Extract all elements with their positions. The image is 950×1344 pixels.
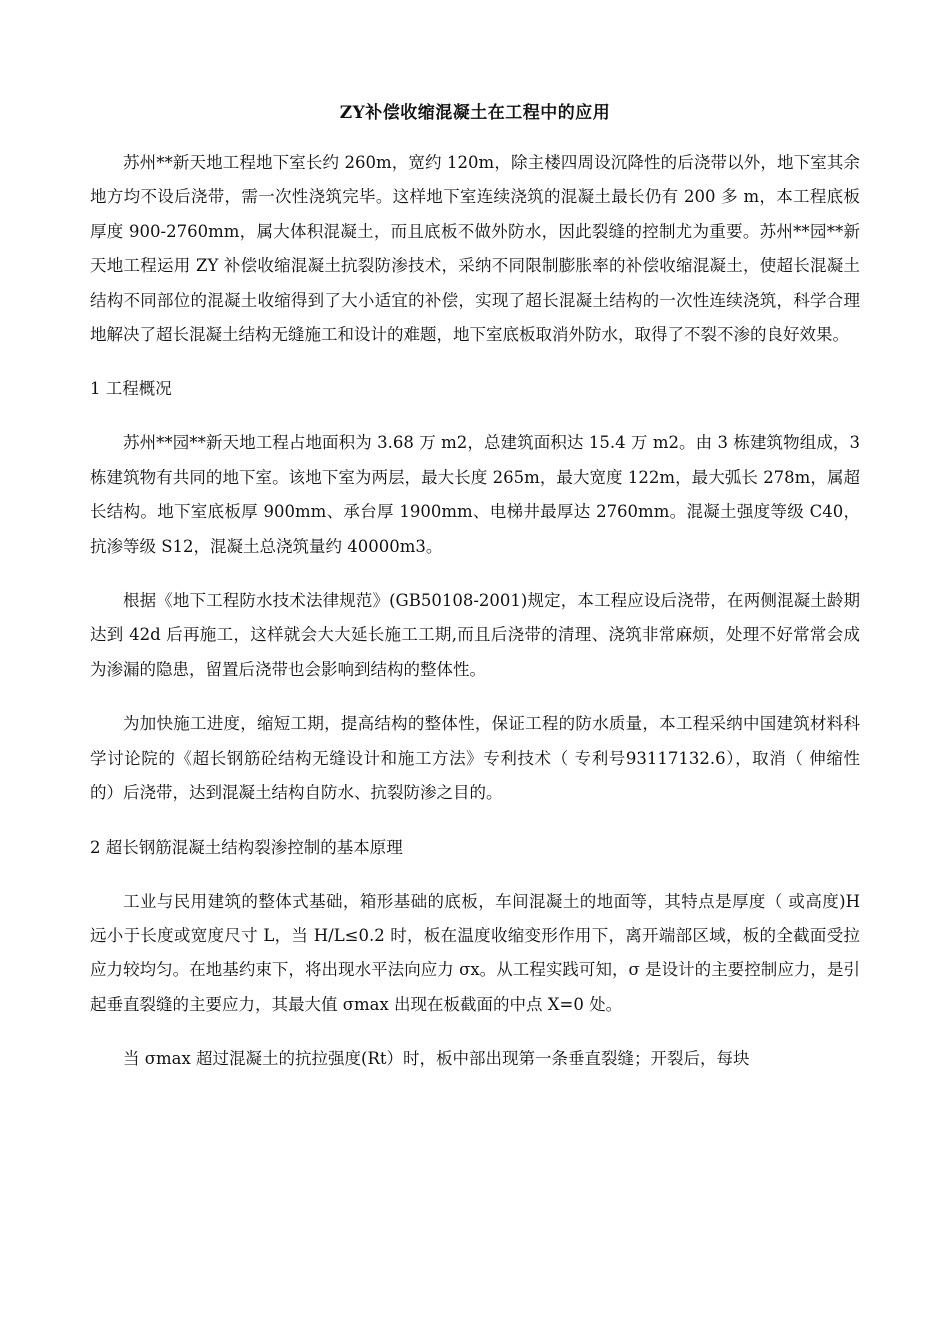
section-1-heading: 1 工程概况: [90, 379, 172, 399]
document-body: [90, 96, 860, 1097]
section-2-heading: 2 超长钢筋混凝土结构裂渗控制的基本原理: [90, 837, 403, 857]
section-2-paragraph-1: 工业与民用建筑的整体式基础，箱形基础的底板，车间混凝土的地面等，其特点是厚度（ 或高度)H 远小于长度或宽度尺寸 L，当 H/L≤0.2 时，板在温度收缩变形作用下，离开端部区域，板的全截面受拉应力较均匀。在地基约束下，将出现水平法向应力 σx。从工程实践可知，σ 是设计的主要控制应力，是引起垂直裂缝的主要应力，其最大值 σmax 出现在板截面的中点 X=0 处。: [90, 891, 860, 1014]
section-1-paragraph-1: 苏州**园**新天地工程占地面积为 3.68 万 m2，总建筑面积达 15.4 万 m2。由 3 栋建筑物组成，3 栋建筑物有共同的地下室。该地下室为两层，最大长度 265m，最大宽度 122m，最大弧长 278m，属超长结构。地下室底板厚 900mm、承台厚 1900mm、电梯井最厚达 2760mm。混凝土强度等级 C40，抗渗等级 S12，混凝土总浇筑量约 40000m3。: [90, 433, 861, 556]
section-2-paragraph-2: 当 σmax 超过混凝土的抗拉强度(Rt）时，板中部出现第一条垂直裂缝；开裂后，每块: [123, 1049, 750, 1069]
document-title: ZY补偿收缩混凝土在工程中的应用: [339, 103, 611, 123]
intro-paragraph: 苏州**新天地工程地下室长约 260m，宽约 120m，除主楼四周设沉降性的后浇带以外，地下室其余地方均不设后浇带，需一次性浇筑完毕。这样地下室连续浇筑的混凝土最长仍有 200 多 m，本工程底板厚度 900-2760mm，属大体积混凝土，而且底板不做外防水，因此裂缝的控制尤为重要。苏州**园**新天地工程运用 ZY 补偿收缩混凝土抗裂防渗技术，采纳不同限制膨胀率的补偿收缩混凝土，使超长混凝土结构不同部位的混凝土收缩得到了大小适宜的补偿，实现了超长混凝土结构的一次性连续浇筑，科学合理地解决了超长混凝土结构无缝施工和设计的难题，地下室底板取消外防水，取得了不裂不渗的良好效果。: [90, 153, 860, 345]
section-1-paragraph-2: 根据《地下工程防水技术法律规范》(GB50108-2001)规定，本工程应设后浇带，在两侧混凝土龄期达到 42d 后再施工，这样就会大大延长施工工期,而且后浇带的清理、浇筑非常麻烦，处理不好常常会成为渗漏的隐患，留置后浇带也会影响到结构的整体性。: [90, 591, 860, 679]
section-1-paragraph-3: 为加快施工进度，缩短工期，提高结构的整体性，保证工程的防水质量，本工程采纳中国建筑材料科学讨论院的《超长钢筋砼结构无缝设计和施工方法》专利技术（ 专利号93117132.6），取消（ 伸缩性的）后浇带，达到混凝土结构自防水、抗裂防渗之目的。: [90, 714, 860, 803]
